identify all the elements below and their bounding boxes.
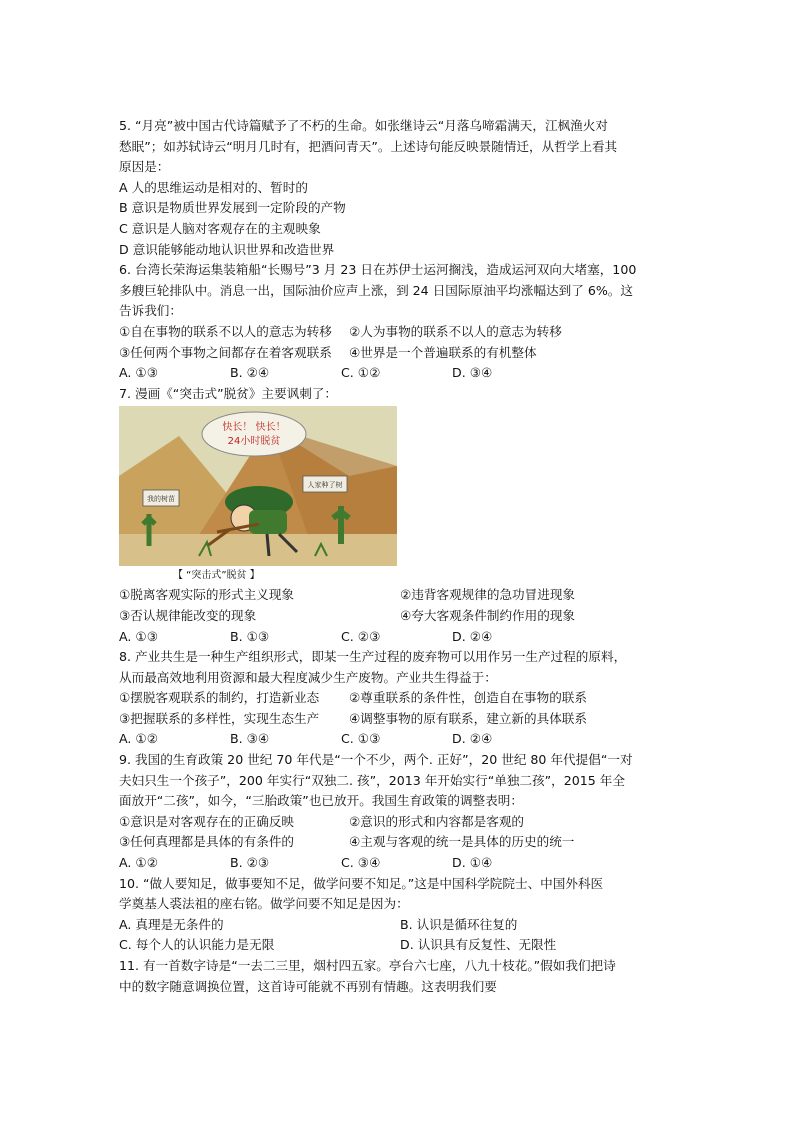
- q7-stem-line: 7. 漫画《“突击式”脱贫》主要讽刺了：: [119, 385, 337, 401]
- q8-choice-b: B. ③④: [230, 731, 270, 747]
- q6-choice-c: C. ①②: [341, 365, 381, 381]
- q11-stem-line: 11. 有一首数字诗是“一去二三里，烟村四五家。亭台六七座，八九十枝花。”假如我们把诗: [119, 958, 616, 973]
- question-8: [119, 647, 679, 750]
- q8-stem-line: 8. 产业共生是一种生产组织形式，即某一生产过程的废弃物可以用作另一生产过程的原料，: [119, 649, 627, 665]
- q6-stem-line: 6. 台湾长荣海运集装箱船“长赐号”3 月 23 日在苏伊士运河搁浅，造成运河双向大堵塞，100: [119, 262, 637, 278]
- exam-page: [119, 116, 679, 997]
- q8-stem-line: 从而最高效地利用资源和最大程度减少生产废物。产业共生得益于：: [119, 669, 497, 685]
- q6-statement-3: ③任何两个事物之间都存在着客观联系: [119, 344, 332, 360]
- q10-option-d: D. 认识具有反复性、无限性: [400, 937, 557, 953]
- q7-statement-2: ②违背客观规律的急功冒进现象: [400, 587, 576, 603]
- q10-option-row: [119, 915, 679, 936]
- q9-stem-line: 夫妇只生一个孩子”，200 年实行“双独二. 孩”，2013 年开始实行“单独二孩”，2015 年全: [119, 772, 625, 788]
- q9-choices: [119, 853, 679, 874]
- q9-statement-4: ④主观与客观的统一是具体的历史的统一: [349, 834, 575, 850]
- q5-stem-line: 5. “月亮”被中国古代诗篇赋予了不朽的生命。如张继诗云“月落乌啼霜满天，江枫渔火对: [119, 118, 608, 133]
- q6-stem-line: 多艘巨轮排队中。消息一出，国际油价应声上涨，到 24 日国际原油平均涨幅达到了 6%。这: [119, 282, 633, 298]
- q8-choice-a: A. ①②: [119, 731, 158, 747]
- q7-choice-a: A. ①③: [119, 628, 158, 644]
- q9-statement-1: ①意识是对客观存在的正确反映: [119, 813, 295, 829]
- farmer-body: [249, 510, 287, 534]
- question-7: [119, 384, 679, 647]
- cartoon-caption: 【 “突击式”脱贫 】: [173, 570, 260, 582]
- question-11: [119, 956, 679, 997]
- q6-stem-line: 告诉我们：: [119, 303, 182, 319]
- q6-statement-1: ①自在事物的联系不以人的意志为转移: [119, 323, 332, 339]
- q10-option-c: C. 每个人的认识能力是无限: [119, 937, 275, 953]
- q6-choice-d: D. ③④: [452, 365, 493, 381]
- q8-statement-2: ②尊重联系的条件性，创造自在事物的联系: [349, 690, 587, 706]
- cartoon-ground: [119, 534, 397, 566]
- q5-option-a: A 人的思维运动是相对的、暂时的: [119, 179, 308, 195]
- q10-option-a: A. 真理是无条件的: [119, 916, 224, 932]
- q7-choice-b: B. ①③: [230, 628, 270, 644]
- q5-option-d: D 意识能够能动地认识世界和改造世界: [119, 241, 335, 257]
- q7-choice-c: C. ②③: [341, 628, 381, 644]
- q8-statement-row: [119, 709, 679, 730]
- q11-stem-line: 中的数字随意调换位置，这首诗可能就不再别有情趣。这表明我们要: [119, 978, 497, 994]
- bubble-text-1: 快长！ 快长！: [222, 422, 286, 434]
- q5-stem-line: 原因是：: [119, 159, 170, 175]
- q7-statement-4: ④夸大客观条件制约作用的现象: [400, 607, 576, 623]
- q9-statement-row: [119, 812, 679, 833]
- q10-option-b: B. 认识是循环往复的: [400, 916, 518, 932]
- q7-choices: [119, 627, 679, 648]
- q7-choice-d: D. ②④: [452, 628, 493, 644]
- q6-statement-row: [119, 343, 679, 364]
- question-10: [119, 874, 679, 956]
- q6-choice-a: A. ①③: [119, 365, 158, 381]
- q6-choices: [119, 363, 679, 384]
- q9-stem-line: 9. 我国的生育政策 20 世纪 70 年代是“一个不少，两个. 正好”，20 世纪 80 年代提倡“一对: [119, 752, 633, 768]
- q9-statement-3: ③任何真理都是具体的有条件的: [119, 834, 295, 850]
- q6-statement-4: ④世界是一个普遍联系的有机整体: [349, 344, 537, 360]
- q5-option-b: B 意识是物质世界发展到一定阶段的产物: [119, 200, 346, 216]
- sign-left-text: 我的树苗: [147, 495, 175, 504]
- q9-choice-b: B. ②③: [230, 855, 270, 871]
- q7-statement-1: ①脱离客观实际的形式主义现象: [119, 587, 295, 603]
- q8-choice-c: C. ①③: [341, 731, 381, 747]
- q8-statement-4: ④调整事物的原有联系，建立新的具体联系: [349, 710, 587, 726]
- q9-choice-c: C. ③④: [341, 855, 381, 871]
- q8-statement-1: ①摆脱客观联系的制约，打造新业态: [119, 690, 320, 706]
- q5-stem-line: 愁眠”；如苏轼诗云“明月几时有，把酒问青天”。上述诗句能反映景随情迁，从哲学上看其: [119, 138, 618, 154]
- q10-option-row: [119, 935, 679, 956]
- question-9: [119, 750, 679, 874]
- q7-statement-row: [119, 585, 679, 606]
- q8-statement-3: ③把握联系的多样性，实现生态生产: [119, 710, 320, 726]
- speech-bubble: [202, 412, 306, 456]
- q5-option-c: C 意识是人脑对客观存在的主观映象: [119, 220, 321, 236]
- sign-right-text: 人家种了树: [307, 481, 343, 490]
- q9-choice-d: D. ①④: [452, 855, 493, 871]
- q9-statement-row: [119, 832, 679, 853]
- q7-statement-3: ③否认规律能改变的现象: [119, 607, 257, 623]
- q9-statement-2: ②意识的形式和内容都是客观的: [349, 813, 525, 829]
- q8-choices: [119, 729, 679, 750]
- q6-statement-2: ②人为事物的联系不以人的意志为转移: [349, 323, 562, 339]
- q8-statement-row: [119, 688, 679, 709]
- q10-stem-line: 学奠基人裘法祖的座右铭。做学问要不知足是因为：: [119, 896, 409, 912]
- q6-statement-row: [119, 322, 679, 343]
- q8-choice-d: D. ②④: [452, 731, 493, 747]
- cartoon-illustration: [119, 406, 397, 566]
- q9-stem-line: 面放开“二孩”，如今，“三胎政策”也已放开。我国生育政策的调整表明：: [119, 793, 523, 809]
- question-5: [119, 116, 679, 260]
- cartoon-image: [119, 406, 397, 566]
- q9-choice-a: A. ①②: [119, 855, 158, 871]
- q7-statement-row: [119, 606, 679, 627]
- question-6: [119, 260, 679, 384]
- bubble-text-2: 24小时脱贫: [227, 436, 281, 448]
- q6-choice-b: B. ②④: [230, 365, 270, 381]
- q10-stem-line: 10. “做人要知足，做事要知不足，做学问要不知足。”这是中国科学院院士、中国外科医: [119, 875, 604, 891]
